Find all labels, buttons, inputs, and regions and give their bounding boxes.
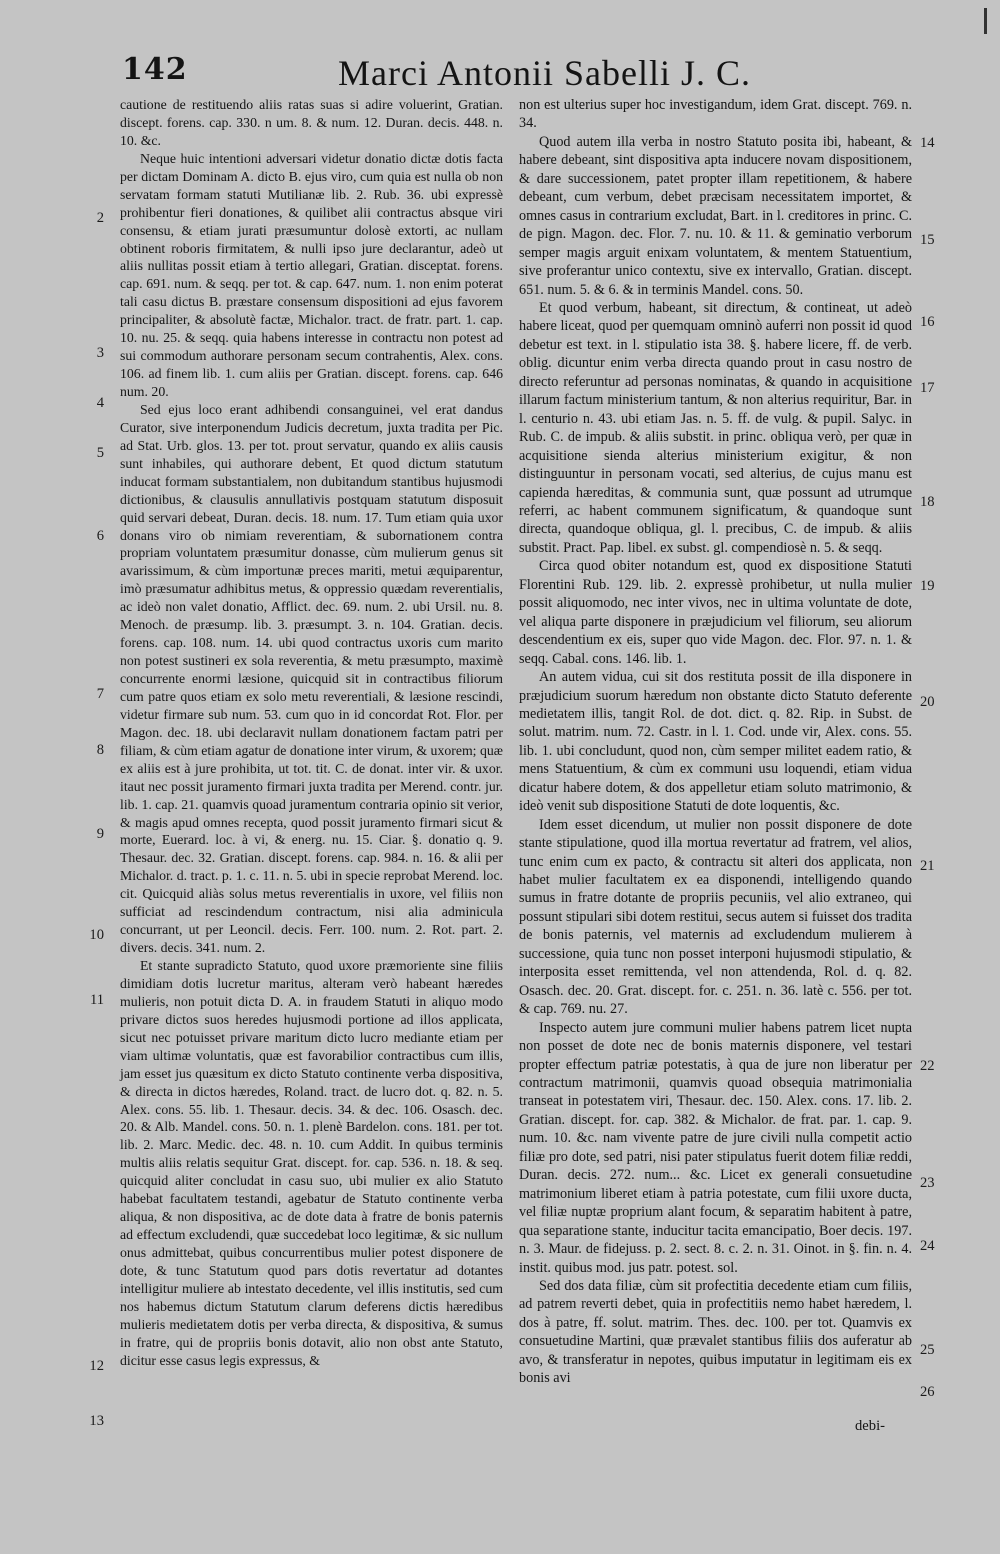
- margin-number: 3: [96, 345, 104, 361]
- running-title: Marci Antonii Sabelli J. C.: [338, 53, 751, 93]
- left-column: [120, 96, 503, 1370]
- margin-number: 19: [920, 578, 935, 594]
- margin-number: 20: [920, 694, 935, 710]
- page-edge-mark: [984, 8, 987, 34]
- margin-number: 13: [89, 1413, 104, 1429]
- catchword: debi-: [855, 1418, 885, 1434]
- paragraph: Idem esset dicendum, ut mulier non possit disponere de dote stante stipulatione, quod illa mortua revertatur ad fratrem, vel alios, tunc enim cum ex pacto, & contractu sit alteri dos applicata, non habet mulier facultatem ex ea disponendi, intelligendo quando sumus in fratre dotante de propriis pecuniis, vel alio extraneo, qui possunt stipulari sibi dotem restitui, secus autem si fuisset dos tradita de bonis paternis, vel maternis ad excludendum mulierem à successione, quia tunc non posset interponi hujusmodi stipulatio, & interposita esset remittenda, vel non attendenda, Rol. d. q. 82. Osasch. dec. 20. Grat. discept. for. c. 251. n. 36. latè c. 556. per tot. & cap. 769. nu. 27.: [519, 816, 912, 1018]
- paragraph: Inspecto autem jure communi mulier habens patrem licet nupta non posset de dote nec de bonis maternis disponere, vel testari propter effectum patriæ potestatis, à qua de jure non liberatur per contractum matrimonii, quamvis quoad obsequia matrimonialia transeat in potestatem viri, Thesaur. dec. 150. Alex. cons. 17. lib. 2. Gratian. discept. for. cap. 382. & Michalor. de frat. par. 1. cap. 9. num. 10. &c. nam vivente patre de jure civili nulla competit actio filiæ pro dote, sed patri, nisi pater stipulatus fuerit dotem filiæ reddi, Duran. decis. 272. num... &c. Licet ex generali consuetudine matrimonium liberet etiam à patria potestate, cum filii uxore ducta, vel filiæ nuptæ proprium alant focum, & separatim habitent à patre, qua separatione stante, inducitur tacita emancipatio, Boer decis. 197. n. 3. Maur. de fidejuss. p. 2. sect. 8. c. 2. n. 31. Oinot. in §. fin. n. 4. instit. quibus mod. jus patr. potest. sol.: [519, 1019, 912, 1276]
- margin-number: 2: [96, 210, 104, 226]
- right-column: [519, 96, 912, 1388]
- margin-number: 16: [920, 314, 935, 330]
- margin-number: 14: [920, 135, 935, 151]
- margin-number: 17: [920, 380, 935, 396]
- margin-number: 18: [920, 494, 935, 510]
- margin-number: 6: [96, 528, 104, 544]
- margin-number: 7: [96, 686, 104, 702]
- margin-number: 23: [920, 1175, 935, 1191]
- paragraph: Sed dos data filiæ, cùm sit profectitia decedente etiam cum filiis, ad patrem reverti debet, quia in profectitiis nemo habet hæredem, l. dos à patre, ff. solut. matrim. Thes. dec. 100. per tot. Quamvis ex consuetudine Martini, quæ prævalet stantibus filiis dos auferatur ab avo, & transferatur in nepotes, quibus imputatur in legitimam eis ex bonis avi: [519, 1278, 912, 1387]
- margin-number: 11: [89, 992, 104, 1008]
- paragraph: An autem vidua, cui sit dos restituta possit de illa disponere in præjudicium suorum hæredum non obstante dicto Statuto deferente medietatem illis, tangit Rol. de dot. dict. q. 82. Rip. in Subst. de solut. matrim. num. 72. Castr. in l. 1. Cod. unde vir, Alex. cons. 55. lib. 1. ubi concludunt, quod non, cùm semper militet eadem ratio, & mens Statuentium, & cùm ex communi usu loquendi, etiam vidua dicatur habere dotem, & dos appelletur etiam soluto matrimonio, & ideò venit sub dispositione Statuti de dote loquentis, &c.: [519, 669, 912, 815]
- paragraph: Quod autem illa verba in nostro Statuto posita ibi, habeant, & habere debeant, sint dispositiva apta inducere novam dispositionem, & dare successionem, patet propter illam repetitionem, & habere debeant, cum verbum, debet præcisam necessitatem importet, & omnes casus in contrarium excludat, Bart. in l. creditores in princ. C. de pign. Magon. dec. Flor. 7. nu. 10. & 11. & geminatio verborum semper magis arguit enixam voluntatem, & mentem Statuentium, sive proferantur unico contextu, sive ex intervallo, Gratian. discept. 651. num. 5. & 6. & in terminis Mandel. cons. 50.: [519, 133, 912, 298]
- margin-number: 10: [89, 927, 104, 943]
- margin-number: 5: [96, 445, 104, 461]
- paragraph: non est ulterius super hoc investigandum, idem Grat. discept. 769. n. 34.: [519, 97, 912, 132]
- margin-number: 4: [96, 395, 104, 411]
- page-number: 142: [122, 52, 188, 87]
- paragraph: Sed ejus loco erant adhibendi consanguinei, vel erat dandus Curator, sive interponendum Judicis decretum, juxta tradita per Pic. ad Stat. Urb. glos. 13. per tot. prout servatur, quando ex aliis causis sunt inhabiles, qui authorare debent, Et quod dictum statutum inducat formam substantialem, non dubitandum stantibus hujusmodi dictionibus, & clausulis annullativis postquam statutum disposuit quid servari debeat, Duran. decis. 18. num. 17. Tum etiam quia uxor donans viro ob nimiam reverentiam, & subornationem contra propriam voluntatem præsumitur donasse, cùm mulierum genus sit avarissimum, & cùm importunæ preces mariti, metui æquiparentur, imò præsumatur adhibitus metus, & oppressio quædam reverentialis, ac ideò non valet donatio, Afflict. dec. 69. num. 2. ubi Ursil. nu. 8. Menoch. de præsump. lib. 3. præsumpt. 3. n. 104. Gratian. decis. forens. cap. 108. num. 14. ubi quod contractus uxoris cum marito non potest sustineri ex sola reverentia, & metu præsumpto, maximè concurrente enormi læsione, quicquid sit in contractibus filiorum cum patre quos etiam ex solo metu reverentiali, & læsione rescindi, videtur firmare sub num. 53. cum quo in id concordat Rot. Flor. per Magon. dec. 18. ubi declaravit nullam donationem factam patri per filiam, & cùm etiam agatur de donatione inter virum, & uxorem; quæ ex aliis est à jure prohibita, ut tot. tit. C. de donat. inter vir. & uxor. itaut nec possit juramento firmari juxta tradita per Merend. contr. jur. lib. 1. cap. 21. quamvis quoad juramentum contraria opinio sit verior, & magis apud omnes recepta, quod possit juramento firmari sicut & morte, Euerard. loc. à vi, & energ. nu. 15. Ciar. §. donatio q. 9. Thesaur. dec. 32. Gratian. discept. forens. cap. 984. n. 16. & alii per Michalor. d. tract. p. 1. c. 11. n. 5. ubi in specie reprobat Merend. loc. cit. Quicquid aliàs solus metus reverentialis in uxore, vel filiis non sufficiat ad rescindendum contractum, nisi alia adminicula concurrant, ut per Leoncil. decis. Ferr. 100. num. 2. Rot. part. 2. divers. decis. 341. num. 2.: [120, 401, 504, 956]
- margin-number: 26: [920, 1384, 935, 1400]
- margin-number: 21: [920, 858, 935, 874]
- margin-number: 9: [96, 826, 104, 842]
- margin-number: 22: [920, 1058, 935, 1074]
- margin-number: 24: [920, 1238, 935, 1254]
- margin-number: 25: [920, 1342, 935, 1358]
- paragraph: Et quod verbum, habeant, sit directum, & contineat, ut adeò habere liceat, quod per quemquam omninò auferri non possit id quod debetur est text. in l. stipulatio ista 38. §. habere licere, ff. de verb. oblig. dicuntur enim verba directa quando prout in casu nostro de directo referuntur ad personas nominatas, & quando in acquisitione illarum factum ministerium tantum, & non alterius requiritur, Bar. in l. centurio n. 43. ubi etiam Jas. n. 5. ff. de vulg. & pupil. Salyc. in Rub. C. de impub. & aliis substit. in princ. obliqua verò, per quæ in acquisitione sienda alterius ministerium exigitur, & non distinguuntur in personam vocati, sed alterius, de cujus manu est capienda hæreditas, & communia sunt, quæ possunt ad utrumque referri, ac habent communem significatum, & quandoque sunt directa, quandoque obliqua, gl. l. precibus, C. de impub. & aliis substit. Pract. Pap. libel. ex subst. gl. compendiosè n. 5. & seqq.: [519, 299, 912, 556]
- paragraph: cautione de restituendo aliis ratas suas si adire voluerint, Gratian. discept. forens. cap. 330. n um. 8. & num. 12. Duran. decis. 448. n. 10. &c.: [120, 97, 503, 148]
- paragraph: Neque huic intentioni adversari videtur donatio dictæ dotis facta per dictam Dominam A. dicto B. ejus viro, cum quia est nulla ob non servatam formam statuti Mutilianæ lib. 2. Rub. 36. ubi expressè prohibentur fieri donationes, & quilibet alii contractus absque viri consensu, & etiam jurati præsumuntur dolosè extorti, ac nullam obtinent roboris firmitatem, & nulli ipso jure declarantur, adeò ut aliis nullitas possit etiam à tertio allegari, Gratian. disceptat. forens. cap. 691. num. & seqq. per tot. & cap. 647. num. 1. non enim poterat tali casu dictus B. præstare consensum dispositioni ad ejus favorem principaliter, & absolutè factæ, Michalor. tract. de fratr. part. 1. cap. 10. nu. 25. & seqq. quia habens interesse in contractu non potest ad sui commodum authorare personam secum contrahentis, Alex. cons. 106. ad finem lib. 1. cum aliis per Gratian. discept. forens. cap. 646 num. 20.: [120, 150, 503, 399]
- margin-number: 15: [920, 232, 935, 248]
- margin-number: 12: [89, 1358, 104, 1374]
- paragraph: Et stante supradicto Statuto, quod uxore præmoriente sine filiis dimidiam dotis lucretur maritus, alteram verò habeant hæredes mulieris, non potuit dicta D. A. in fraudem Statuti in aliquo modo privare dictos suos heredes hujusmodi portione ad illos applicata, sicut nec potuisset privare maritum dicto lucro mediante etiam per viam ultimæ voluntatis, quæ est favorabilior contractibus cum illis, jam esset jus quæsitum ex dicto Statuto continente verba dispositiva, & directa in dictos hæredes, Roland. tract. de lucro dot. q. 82. n. 5. Alex. cons. 55. lib. 1. Thesaur. decis. 34. & dec. 106. Osasch. dec. 20. & Alb. Mandel. cons. 50. n. 1. plenè Bardelon. cons. 181. per tot. lib. 2. Marc. Medic. dec. 48. n. 10. cum Addit. In quibus terminis multis aliis relatis sequitur Grat. discept. for. cap. 536. n. 18. & seq. quicquid aliter concludat in casu suo, ubi mulier ex alio Statuto habebat facultatem testandi, agebatur de Statuto continente verba aliqua, & non dispositiva, ac de dote data à fratre de bonis paternis ad effectum excludendi, quæ succedebat loco legitimæ, & sic nullum onus admittebat, quibus concurrentibus mulier potest disponere de dote, & tunc Statutum quod pars dotis revertatur ad dotantes intelligitur muliere ab intestato decedente, vel illis institutis, sed cum nos habemus dictum Statutum clarum deferens dictis hæredibus mulieris medietatem dotis per verba directa, & dispositiva, & sumus in fratre, qui de propriis bonis dotavit, alio non obst ante Statuto, dicitur esse casus legis expressus, &: [120, 958, 503, 1368]
- paragraph: Circa quod obiter notandum est, quod ex dispositione Statuti Florentini Rub. 129. lib. 2. expressè prohibetur, ut nulla mulier possit aliquomodo, nec inter vivos, nec in ultima voluntate de dote, vel aliqua parte disponere in præjudicium vel filiorum, seu aliorum descendentium ex eis, super quo vide Magon. dec. Flor. 97. n. 1. & seqq. Cabal. cons. 146. lib. 1.: [519, 558, 912, 667]
- margin-number: 8: [96, 742, 104, 758]
